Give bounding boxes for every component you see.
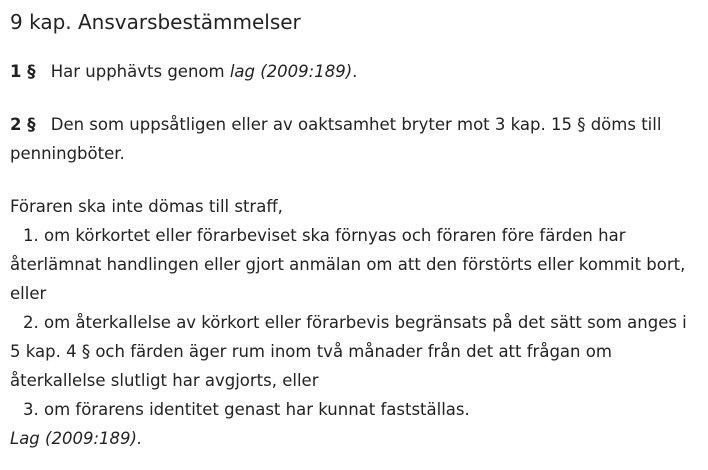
section-number: 1 §	[10, 62, 36, 81]
section-text: Den som uppsåtligen eller av oaktsamhet bryter mot 3 kap. 15 § döms till penningböter.	[10, 115, 662, 163]
section-text: Har upphävts genom	[50, 62, 230, 81]
section-1	[10, 57, 698, 86]
exemption-item-1: 1. om körkortet eller förarbeviset ska förnyas och föraren före färden har återlämnat handlingen eller gjort anmälan om att den förstörts eller kommit bort, eller	[10, 226, 686, 303]
section-suffix: .	[352, 62, 358, 81]
exemption-item-3: 3. om förarens identitet genast har kunnat fastställas.	[23, 400, 470, 419]
section-2	[10, 110, 698, 168]
chapter-title: 9 kap. Ansvarsbestämmelser	[10, 10, 301, 34]
exemption-item-2: 2. om återkallelse av körkort eller förarbevis begränsats på det sätt som anges i 5 kap. 4 § och färden äger rum inom två månader från det att frågan om återkallelse slutligt har avgjorts, eller	[10, 313, 687, 390]
closing-law-reference: Lag (2009:189)	[10, 429, 137, 448]
exemption-intro: Föraren ska inte dömas till straff,	[10, 197, 283, 216]
law-reference: lag (2009:189)	[229, 62, 353, 81]
closing-reference-line	[10, 424, 698, 453]
section-number: 2 §	[10, 115, 36, 134]
closing-suffix: .	[136, 429, 143, 448]
